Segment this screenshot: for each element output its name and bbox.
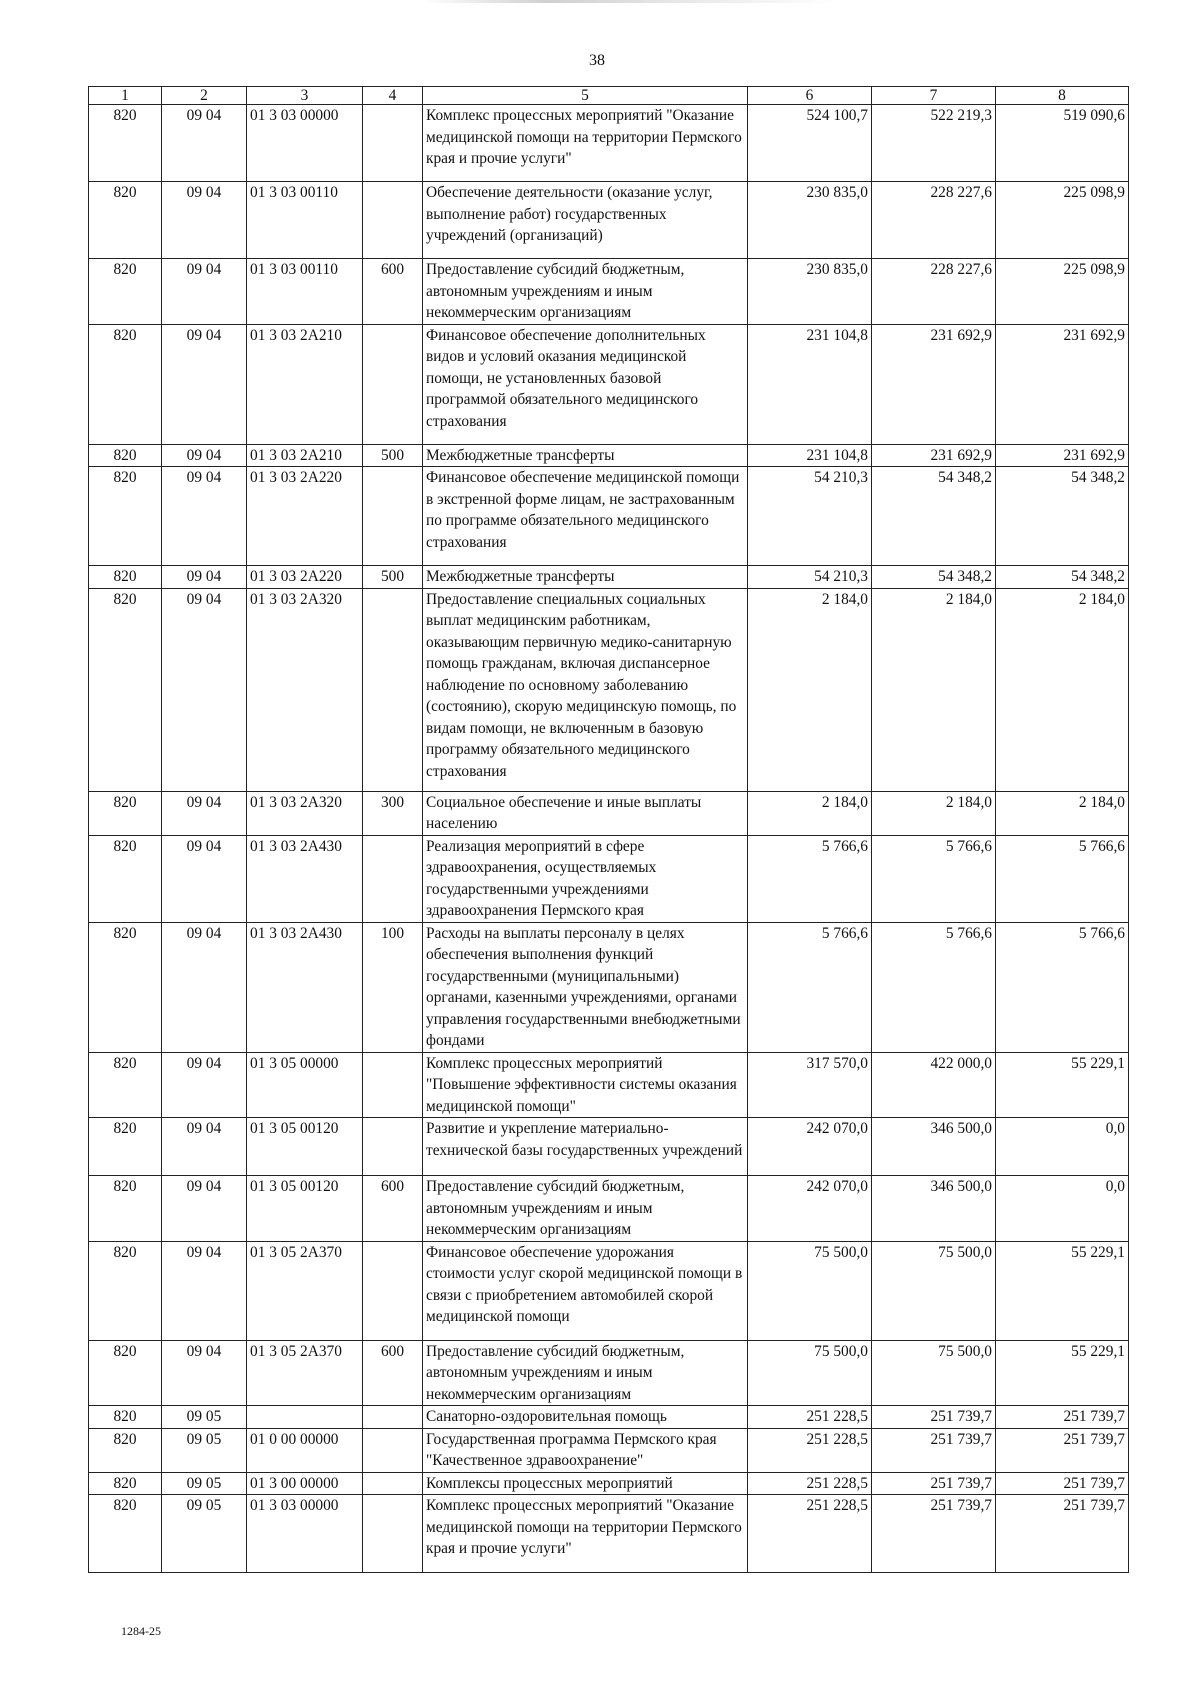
cell-expense-type [363, 1052, 423, 1118]
cell-section: 09 04 [162, 588, 247, 791]
cell-amount-year-3: 519 090,6 [996, 105, 1129, 182]
cell-section: 09 04 [162, 835, 247, 922]
cell-description: Комплекс процессных мероприятий "Оказание медицинской помощи на территории Пермского края и прочие услуги" [423, 105, 748, 182]
cell-amount-year-3: 55 229,1 [996, 1052, 1129, 1118]
cell-description: Предоставление специальных социальных выплат медицинским работникам, оказывающим первичную медико-санитарную помощь гражданам, включая диспансерное наблюдение по основному заболеванию (состоянию), скорую медицинскую помощь, по видам помощи, не включенным в базовую программу обязательного медицинского страхования [423, 588, 748, 791]
cell-amount-year-1: 251 228,5 [748, 1406, 872, 1429]
table-row [89, 1472, 1129, 1495]
cell-expense-type: 600 [363, 259, 423, 325]
header-col-1: 1 [89, 87, 162, 105]
cell-target-article: 01 3 05 2А370 [247, 1241, 363, 1340]
table-row [89, 1340, 1129, 1406]
cell-amount-year-2: 251 739,7 [872, 1406, 996, 1429]
cell-expense-type [363, 588, 423, 791]
header-row [89, 87, 1129, 105]
cell-amount-year-3: 225 098,9 [996, 182, 1129, 259]
cell-target-article: 01 3 03 00000 [247, 1495, 363, 1573]
cell-amount-year-3: 0,0 [996, 1176, 1129, 1242]
table-row [89, 1241, 1129, 1340]
cell-section: 09 05 [162, 1406, 247, 1429]
cell-department: 820 [89, 1472, 162, 1495]
table-row [89, 1176, 1129, 1242]
cell-amount-year-2: 75 500,0 [872, 1241, 996, 1340]
table-row [89, 444, 1129, 467]
cell-amount-year-3: 5 766,6 [996, 835, 1129, 922]
cell-description: Комплексы процессных мероприятий [423, 1472, 748, 1495]
cell-expense-type [363, 1428, 423, 1472]
table-row [89, 1495, 1129, 1573]
cell-amount-year-2: 422 000,0 [872, 1052, 996, 1118]
cell-expense-type: 500 [363, 444, 423, 467]
cell-expense-type [363, 324, 423, 444]
cell-department: 820 [89, 922, 162, 1052]
cell-description: Предоставление субсидий бюджетным, автономным учреждениям и иным некоммерческим организациям [423, 1176, 748, 1242]
cell-section: 09 05 [162, 1495, 247, 1573]
cell-amount-year-1: 75 500,0 [748, 1241, 872, 1340]
cell-target-article: 01 0 00 00000 [247, 1428, 363, 1472]
cell-amount-year-3: 54 348,2 [996, 566, 1129, 589]
cell-expense-type [363, 1495, 423, 1573]
cell-amount-year-2: 228 227,6 [872, 259, 996, 325]
cell-expense-type: 600 [363, 1340, 423, 1406]
cell-target-article: 01 3 03 2А210 [247, 324, 363, 444]
table-row [89, 1406, 1129, 1429]
cell-description: Реализация мероприятий в сфере здравоохранения, осуществляемых государственными учреждениями здравоохранения Пермского края [423, 835, 748, 922]
cell-department: 820 [89, 1176, 162, 1242]
table-row [89, 566, 1129, 589]
cell-description: Финансовое обеспечение удорожания стоимости услуг скорой медицинской помощи в связи с приобретением автомобилей скорой медицинской помощи [423, 1241, 748, 1340]
table-row [89, 259, 1129, 325]
table-row [89, 467, 1129, 566]
cell-amount-year-1: 242 070,0 [748, 1118, 872, 1176]
cell-department: 820 [89, 1340, 162, 1406]
header-col-8: 8 [996, 87, 1129, 105]
table-row [89, 1428, 1129, 1472]
cell-amount-year-1: 5 766,6 [748, 922, 872, 1052]
cell-amount-year-1: 524 100,7 [748, 105, 872, 182]
cell-amount-year-1: 230 835,0 [748, 182, 872, 259]
header-col-6: 6 [748, 87, 872, 105]
cell-amount-year-2: 231 692,9 [872, 444, 996, 467]
cell-amount-year-1: 75 500,0 [748, 1340, 872, 1406]
cell-description: Предоставление субсидий бюджетным, автономным учреждениям и иным некоммерческим организациям [423, 1340, 748, 1406]
cell-description: Социальное обеспечение и иные выплаты населению [423, 791, 748, 835]
cell-amount-year-1: 2 184,0 [748, 791, 872, 835]
cell-description: Межбюджетные трансферты [423, 444, 748, 467]
cell-section: 09 05 [162, 1428, 247, 1472]
cell-amount-year-1: 231 104,8 [748, 444, 872, 467]
cell-target-article: 01 3 03 2А430 [247, 922, 363, 1052]
cell-section: 09 04 [162, 324, 247, 444]
cell-department: 820 [89, 324, 162, 444]
cell-description: Комплекс процессных мероприятий "Оказание медицинской помощи на территории Пермского края и прочие услуги" [423, 1495, 748, 1573]
cell-amount-year-2: 5 766,6 [872, 835, 996, 922]
cell-amount-year-3: 225 098,9 [996, 259, 1129, 325]
cell-department: 820 [89, 182, 162, 259]
table-row [89, 1052, 1129, 1118]
document-code: 1284-25 [121, 1624, 161, 1638]
cell-amount-year-3: 251 739,7 [996, 1406, 1129, 1429]
cell-target-article: 01 3 03 2А430 [247, 835, 363, 922]
cell-department: 820 [89, 1406, 162, 1429]
cell-section: 09 04 [162, 1241, 247, 1340]
table-row [89, 1118, 1129, 1176]
cell-target-article: 01 3 03 2А320 [247, 791, 363, 835]
cell-amount-year-2: 54 348,2 [872, 566, 996, 589]
cell-amount-year-1: 230 835,0 [748, 259, 872, 325]
cell-amount-year-3: 231 692,9 [996, 444, 1129, 467]
table-row [89, 922, 1129, 1052]
cell-expense-type [363, 1472, 423, 1495]
cell-target-article: 01 3 03 2А320 [247, 588, 363, 791]
cell-section: 09 04 [162, 259, 247, 325]
budget-table [88, 86, 1129, 1573]
table-row [89, 835, 1129, 922]
header-col-3: 3 [247, 87, 363, 105]
cell-target-article: 01 3 03 2А220 [247, 467, 363, 566]
cell-expense-type [363, 182, 423, 259]
cell-expense-type: 600 [363, 1176, 423, 1242]
cell-amount-year-2: 54 348,2 [872, 467, 996, 566]
cell-amount-year-1: 251 228,5 [748, 1495, 872, 1573]
cell-amount-year-1: 54 210,3 [748, 467, 872, 566]
cell-amount-year-2: 5 766,6 [872, 922, 996, 1052]
cell-description: Санаторно-оздоровительная помощь [423, 1406, 748, 1429]
cell-target-article: 01 3 05 2А370 [247, 1340, 363, 1406]
cell-department: 820 [89, 444, 162, 467]
cell-target-article: 01 3 05 00120 [247, 1176, 363, 1242]
cell-description: Развитие и укрепление материально-технической базы государственных учреждений [423, 1118, 748, 1176]
cell-description: Межбюджетные трансферты [423, 566, 748, 589]
cell-amount-year-2: 228 227,6 [872, 182, 996, 259]
table-row [89, 105, 1129, 182]
cell-amount-year-3: 55 229,1 [996, 1241, 1129, 1340]
cell-expense-type: 500 [363, 566, 423, 589]
cell-section: 09 04 [162, 922, 247, 1052]
cell-description: Комплекс процессных мероприятий "Повышение эффективности системы оказания медицинской помощи" [423, 1052, 748, 1118]
cell-amount-year-1: 317 570,0 [748, 1052, 872, 1118]
cell-amount-year-2: 346 500,0 [872, 1176, 996, 1242]
cell-description: Финансовое обеспечение медицинской помощи в экстренной форме лицам, не застрахованным по программе обязательного медицинского страхования [423, 467, 748, 566]
cell-department: 820 [89, 259, 162, 325]
cell-amount-year-2: 251 739,7 [872, 1495, 996, 1573]
cell-department: 820 [89, 1118, 162, 1176]
cell-amount-year-3: 54 348,2 [996, 467, 1129, 566]
table-row [89, 588, 1129, 791]
cell-target-article: 01 3 03 00110 [247, 259, 363, 325]
cell-expense-type [363, 105, 423, 182]
header-col-7: 7 [872, 87, 996, 105]
cell-target-article: 01 3 00 00000 [247, 1472, 363, 1495]
scan-artifact [420, 0, 840, 3]
cell-amount-year-2: 251 739,7 [872, 1472, 996, 1495]
cell-department: 820 [89, 1428, 162, 1472]
cell-expense-type [363, 1118, 423, 1176]
cell-department: 820 [89, 566, 162, 589]
table-row [89, 791, 1129, 835]
cell-amount-year-1: 231 104,8 [748, 324, 872, 444]
cell-section: 09 05 [162, 1472, 247, 1495]
cell-amount-year-3: 251 739,7 [996, 1472, 1129, 1495]
cell-expense-type [363, 1241, 423, 1340]
cell-target-article: 01 3 03 2А220 [247, 566, 363, 589]
cell-amount-year-1: 54 210,3 [748, 566, 872, 589]
cell-department: 820 [89, 1052, 162, 1118]
cell-amount-year-3: 231 692,9 [996, 324, 1129, 444]
cell-amount-year-1: 251 228,5 [748, 1428, 872, 1472]
cell-section: 09 04 [162, 566, 247, 589]
cell-department: 820 [89, 105, 162, 182]
cell-amount-year-3: 251 739,7 [996, 1495, 1129, 1573]
cell-section: 09 04 [162, 467, 247, 566]
cell-amount-year-1: 2 184,0 [748, 588, 872, 791]
cell-target-article: 01 3 03 2А210 [247, 444, 363, 467]
cell-amount-year-2: 522 219,3 [872, 105, 996, 182]
cell-target-article: 01 3 03 00000 [247, 105, 363, 182]
cell-expense-type [363, 1406, 423, 1429]
cell-description: Расходы на выплаты персоналу в целях обеспечения выполнения функций государственными (муниципальными) органами, казенными учреждениями, органами управления государственными внебюджетными фондами [423, 922, 748, 1052]
cell-amount-year-2: 346 500,0 [872, 1118, 996, 1176]
cell-amount-year-3: 2 184,0 [996, 588, 1129, 791]
cell-expense-type [363, 467, 423, 566]
header-col-4: 4 [363, 87, 423, 105]
cell-section: 09 04 [162, 105, 247, 182]
cell-section: 09 04 [162, 1118, 247, 1176]
cell-department: 820 [89, 1241, 162, 1340]
cell-description: Государственная программа Пермского края "Качественное здравоохранение" [423, 1428, 748, 1472]
header-col-2: 2 [162, 87, 247, 105]
cell-target-article: 01 3 05 00120 [247, 1118, 363, 1176]
table-row [89, 182, 1129, 259]
cell-department: 820 [89, 835, 162, 922]
cell-section: 09 04 [162, 444, 247, 467]
cell-amount-year-3: 5 766,6 [996, 922, 1129, 1052]
cell-expense-type: 100 [363, 922, 423, 1052]
cell-description: Финансовое обеспечение дополнительных видов и условий оказания медицинской помощи, не установленных базовой программой обязательного медицинского страхования [423, 324, 748, 444]
cell-section: 09 04 [162, 1340, 247, 1406]
cell-amount-year-3: 2 184,0 [996, 791, 1129, 835]
cell-department: 820 [89, 791, 162, 835]
cell-amount-year-2: 75 500,0 [872, 1340, 996, 1406]
cell-description: Обеспечение деятельности (оказание услуг, выполнение работ) государственных учреждений (организаций) [423, 182, 748, 259]
cell-section: 09 04 [162, 1176, 247, 1242]
cell-amount-year-3: 251 739,7 [996, 1428, 1129, 1472]
cell-target-article [247, 1406, 363, 1429]
table-row [89, 324, 1129, 444]
cell-section: 09 04 [162, 791, 247, 835]
cell-expense-type [363, 835, 423, 922]
cell-amount-year-1: 251 228,5 [748, 1472, 872, 1495]
cell-amount-year-2: 2 184,0 [872, 791, 996, 835]
cell-target-article: 01 3 03 00110 [247, 182, 363, 259]
cell-amount-year-2: 2 184,0 [872, 588, 996, 791]
cell-amount-year-1: 5 766,6 [748, 835, 872, 922]
cell-department: 820 [89, 1495, 162, 1573]
cell-amount-year-2: 251 739,7 [872, 1428, 996, 1472]
cell-section: 09 04 [162, 1052, 247, 1118]
cell-section: 09 04 [162, 182, 247, 259]
cell-description: Предоставление субсидий бюджетным, автономным учреждениям и иным некоммерческим организациям [423, 259, 748, 325]
cell-department: 820 [89, 588, 162, 791]
cell-amount-year-3: 0,0 [996, 1118, 1129, 1176]
cell-amount-year-1: 242 070,0 [748, 1176, 872, 1242]
cell-expense-type: 300 [363, 791, 423, 835]
cell-amount-year-2: 231 692,9 [872, 324, 996, 444]
cell-department: 820 [89, 467, 162, 566]
cell-target-article: 01 3 05 00000 [247, 1052, 363, 1118]
header-col-5: 5 [423, 87, 748, 105]
page-number: 38 [589, 52, 605, 69]
cell-amount-year-3: 55 229,1 [996, 1340, 1129, 1406]
